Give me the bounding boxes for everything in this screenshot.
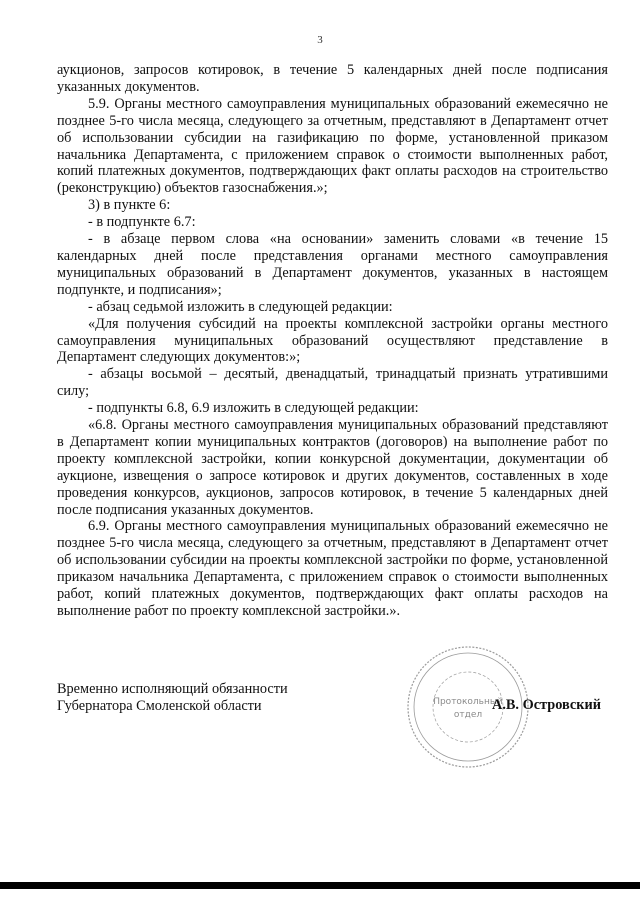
body-paragraph: 6.9. Органы местного самоуправления муниципальных образований ежемесячно не позднее 5-го числа месяца, следующего за отчетным, представляют в Департамент отчет об использовании субсидии на проекты комплексной застройки по форме, установленной приказом начальника Департамента, с приложением справок о стоимости выполненных работ, копий платежных документов, подтверждающих факт оплаты расходов на выполнение работ по проекту комплексной застройки.». (57, 518, 608, 619)
signature-position (57, 681, 288, 715)
body-paragraph: - в абзаце первом слова «на основании» заменить словами «в течение 15 календарных дней после представления органами местного самоуправления муниципальных образований в Департамент документов, указанных в настоящем подпункте, и подписания»; (57, 231, 608, 298)
signature-position-line-2: Губернатора Смоленской области (57, 698, 262, 714)
body-paragraph: - подпункты 6.8, 6.9 изложить в следующей редакции: (88, 400, 419, 417)
body-paragraph: 3) в пункте 6: (88, 197, 171, 214)
page-number: 3 (317, 34, 323, 46)
document-body (57, 62, 608, 620)
body-paragraph: - в подпункте 6.7: (88, 214, 196, 231)
stamp-inner-line-1: Протокольный (433, 697, 503, 707)
body-paragraph: - абзацы восьмой – десятый, двенадцатый, тринадцатый признать утратившими силу; (57, 366, 608, 400)
body-paragraph: 5.9. Органы местного самоуправления муниципальных образований ежемесячно не позднее 5-го числа месяца, следующего за отчетным, представляют в Департамент отчет об использовании субсидии на газификацию по форме, установленной приказом начальника Департамента, с приложением справок о стоимости выполненных работ, копий платежных документов, подтверждающих факт оплаты расходов на строительство (реконструкцию) объектов газоснабжения.»; (57, 95, 608, 197)
signature-position-line-1: Временно исполняющий обязанности (57, 681, 288, 697)
bottom-rule (0, 882, 640, 889)
body-paragraph: - абзац седьмой изложить в следующей редакции: (88, 298, 393, 315)
body-paragraph: аукционов, запросов котировок, в течение 5 календарных дней после подписания указанных документов. (57, 62, 608, 95)
signatory-name: А.В. Островский (492, 697, 601, 713)
body-paragraph: «Для получения субсидий на проекты комплексной застройки органы местного самоуправления муниципальных образований осуществляют представление в Департамент следующих документов:»; (57, 315, 608, 366)
stamp-inner-line-2: отдел (453, 710, 483, 720)
body-paragraph: «6.8. Органы местного самоуправления муниципальных образований представляют в Департамент копии муниципальных контрактов (договоров) на выполнение работ по проекту комплексной застройки, копии конкурсной документации, документации об аукционе, извещения о запросе котировок и других документов, составленных в ходе проведения конкурсов, аукционов, запросов котировок, в течение 5 календарных дней после подписания указанных документов. (57, 417, 608, 518)
